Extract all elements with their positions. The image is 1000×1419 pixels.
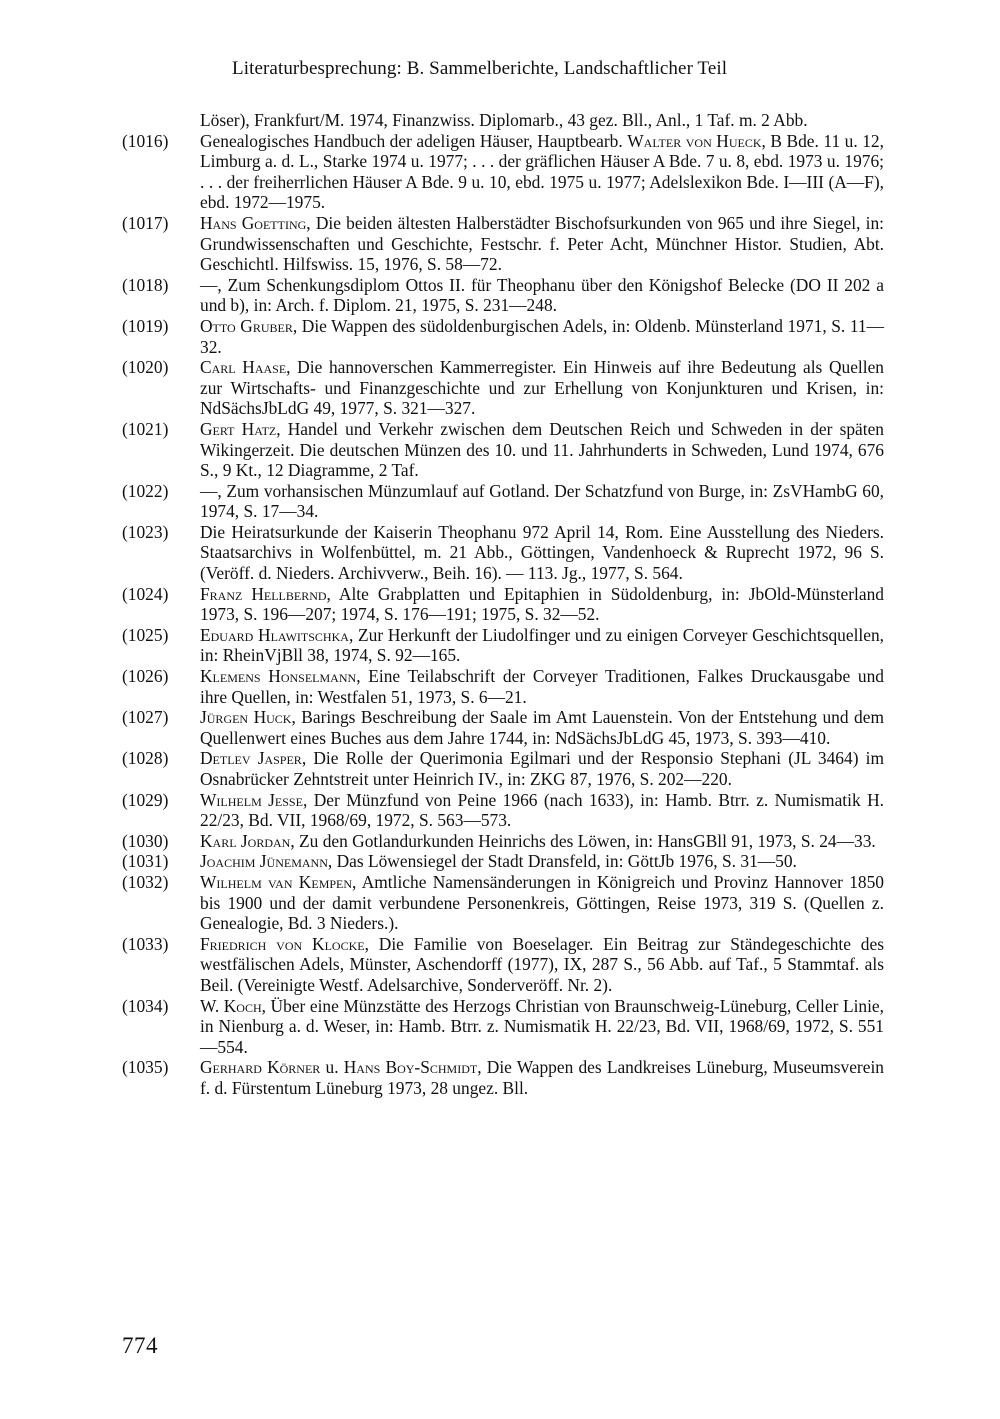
bibliography-entry [122,419,884,481]
entry-number: (1029) [122,789,169,810]
entry-text: Die Heiratsurkunde der Kaiserin Theophanu 972 April 14, Rom. Eine Ausstellung des Nieders. Staatsarchivs in Wolfenbüttel, m. 21 Abb., Göttingen, Vandenhoeck & Ruprecht 1972, 96 S. (Veröff. d. Nieders. Archivverw., Beih. 16). — 113. Jg., 1977, S. 564. [200,521,884,584]
page-number: 774 [122,1333,158,1358]
entry-text: , Die hannoverschen Kammerregister. Ein Hinweis auf ihre Bedeutung als Quellen zur Wirtschafts- und Finanzgeschichte und zur Erhellung von Konjunkturen und Krisen, in: NdSächsJbLdG 49, 1977, S. 321—327. [200,357,885,419]
continuation-text: Löser), Frankfurt/M. 1974, Finanzwiss. Diplomarb., 43 gez. Bll., Anl., 1 Taf. m. 2 Abb. [200,110,808,130]
entry-number: (1024) [122,583,169,604]
entry-text: —, Zum Schenkungsdiplom Ottos II. für Theophanu über den Königshof Belecke (DO II 202 a und b), in: Arch. f. Diplom. 21, 1975, S. 231—248. [200,274,884,316]
bibliography-entry [122,584,884,625]
entry-author: Hans Goetting [200,212,307,233]
entry-author: Wilhelm Jesse [200,789,303,810]
entry-author: Wilhelm van Kempen [200,871,353,892]
continuation-entry [122,110,884,131]
entry-number: (1017) [122,212,169,233]
entry-text: , Zu den Gotlandurkunden Heinrichs des Löwen, in: HansGBll 91, 1973, S. 24—33. [290,830,876,851]
bibliography-entry [122,625,884,666]
entry-number: (1027) [122,707,169,728]
entry-text: u. [320,1057,344,1078]
bibliography-entry [122,790,884,831]
bibliography-entry [122,316,884,357]
entry-number: (1016) [122,130,169,151]
bibliography-entry [122,131,884,213]
entry-number: (1021) [122,418,169,439]
entry-author: Karl Jordan [200,830,291,851]
entry-number: (1034) [122,995,169,1016]
entry-text: , Die Rolle der Querimonia Egilmari und der Responsio Stephani (JL 3464) im Osnabrücker Zehntstreit unter Heinrich IV., in: ZKG 87, 1976, S. 202—220. [200,748,885,789]
entry-number: (1030) [122,830,169,851]
entry-author: Carl Haase [200,357,287,378]
bibliography-entry [122,996,884,1058]
bibliography-entry [122,357,884,419]
entry-author: Friedrich von Klocke [200,933,365,954]
entry-number: (1020) [122,357,169,378]
entry-number: (1022) [122,480,169,501]
entry-author: Detlev Jasper [200,748,302,769]
entry-number: (1031) [122,851,169,872]
bibliography-entry [122,872,884,934]
bibliography-entry [122,748,884,789]
entry-text: , Zur Herkunft der Liudolfinger und zu einigen Corveyer Geschichtsquellen, in: RheinVjBll 38, 1974, S. 92—165. [200,624,884,666]
entry-coauthor: Walter von Hueck [627,130,762,151]
entry-text: , Barings Beschreibung der Saale im Amt Lauenstein. Von der Entstehung und dem Quellenwert eines Buches aus dem Jahre 1744, in: NdSächsJbLdG 45, 1973, S. 393—410. [200,707,884,748]
entry-author: Gerhard Körner [200,1057,321,1078]
entry-text: , Die beiden ältesten Halberstädter Bischofsurkunden von 965 und ihre Siegel, in: Grundwissenschaften und Geschichte, Festschr. f. Peter Acht, Münchner Histor. Studien, Abt. Geschichtl. Hilfswiss. 15, 1976, S. 58—72. [200,212,884,275]
bibliography-entry [122,851,884,872]
entry-author: Eduard Hlawitschka [200,624,349,645]
bibliography-entry [122,934,884,996]
entry-text: Genealogisches Handbuch der adeligen Häuser, Hauptbearb. [200,130,628,151]
entry-author: Otto Gruber [200,315,293,336]
running-head: Literaturbesprechung: B. Sammelberichte, Landschaftlicher Teil [232,58,728,79]
entry-number: (1035) [122,1057,169,1078]
entry-coauthor: Hans Boy-Schmidt [343,1057,478,1078]
entry-number: (1023) [122,521,169,542]
entry-author: Franz Hellbernd [200,583,327,604]
entry-text: , Der Münzfund von Peine 1966 (nach 1633), in: Hamb. Btrr. z. Numismatik H. 22/23, Bd. VII, 1968/69, 1972, S. 563—573. [200,789,884,831]
entry-number: (1026) [122,666,169,687]
entry-number: (1028) [122,748,169,769]
entry-text: —, Zum vorhansischen Münzumlauf auf Gotland. Der Schatzfund von Burge, in: ZsVHambG 60, 1974, S. 17—34. [200,480,884,522]
bibliography-entry [122,707,884,748]
bibliography-entry [122,666,884,707]
entry-author: Gert Hatz [200,418,277,439]
bibliography-entry [122,275,884,316]
bibliography-entry [122,1057,884,1098]
entry-author: Jürgen Huck [200,707,292,728]
bibliography-entry [122,213,884,275]
entry-text: , Die Familie von Boeselager. Ein Beitrag zur Ständegeschichte des westfälischen Adels, Münster, Aschendorff (1977), IX, 287 S., 56 Abb. auf Taf., 5 Stammtaf. als Beil. (Vereinigte Westf. Adelsarchive, Sonderveröff. Nr. 2). [200,933,884,995]
entry-number: (1033) [122,933,169,954]
entry-number: (1018) [122,274,169,295]
entry-author: Klemens Honselmann [200,666,357,687]
entry-text: , Das Löwensiegel der Stadt Dransfeld, in: GöttJb 1976, S. 31—50. [327,851,797,872]
entry-text-continued: , Die Wappen des Landkreises Lüneburg, Museumsverein f. d. Fürstentum Lüneburg 1973, 28 ungez. Bll. [200,1057,884,1098]
entry-text: , Handel und Verkehr zwischen dem Deutschen Reich und Schweden in der späten Wikingerzeit. Die deutschen Münzen des 10. und 11. Jahrhunderts in Schweden, Lund 1974, 676 S., 9 Kt., 12 Diagramme, 2 Taf. [200,418,884,481]
bibliography-entry [122,481,884,522]
entry-text: , Eine Teilabschrift der Corveyer Traditionen, Falkes Druckausgabe und ihre Quellen, in: Westfalen 51, 1973, S. 6—21. [200,666,884,707]
bibliography-list [122,110,884,1099]
entry-number: (1019) [122,315,169,336]
bibliography-entry [122,831,884,852]
entry-text-continued: , B Bde. 11 u. 12, Limburg a. d. L., Starke 1974 u. 1977; . . . der gräflichen Häuser A Bde. 7 u. 8, ebd. 1973 u. 1976; . . . der freiherrlichen Häuser A Bde. 9 u. 10, ebd. 1975 u. 1977; Adelslexikon Bde. I—III (A—F), ebd. 1972—1975. [200,130,884,213]
entry-author: W. Koch [200,995,262,1016]
entry-author: Joachim Jünemann [200,851,328,872]
entry-number: (1025) [122,624,169,645]
entry-text: , Über eine Münzstätte des Herzogs Christian von Braunschweig-Lüneburg, Celler Linie, in Nienburg a. d. Weser, in: Hamb. Btrr. z. Numismatik H. 22/23, Bd. VII, 1968/69, 1972, S. 551—554. [200,995,884,1057]
bibliography-entry [122,522,884,584]
entry-text: , Amtliche Namensänderungen in Königreich und Provinz Hannover 1850 bis 1900 und der damit verbundene Personenkreis, Göttingen, Reise 1973, 319 S. (Quellen z. Genealogie, Bd. 3 Nieders.). [200,871,884,934]
entry-text: , Die Wappen des südoldenburgischen Adels, in: Oldenb. Münsterland 1971, S. 11—32. [200,315,884,357]
entry-number: (1032) [122,871,169,892]
entry-text: , Alte Grabplatten und Epitaphien in Südoldenburg, in: JbOld-Münsterland 1973, S. 196—207; 1974, S. 176—191; 1975, S. 32—52. [200,583,884,625]
